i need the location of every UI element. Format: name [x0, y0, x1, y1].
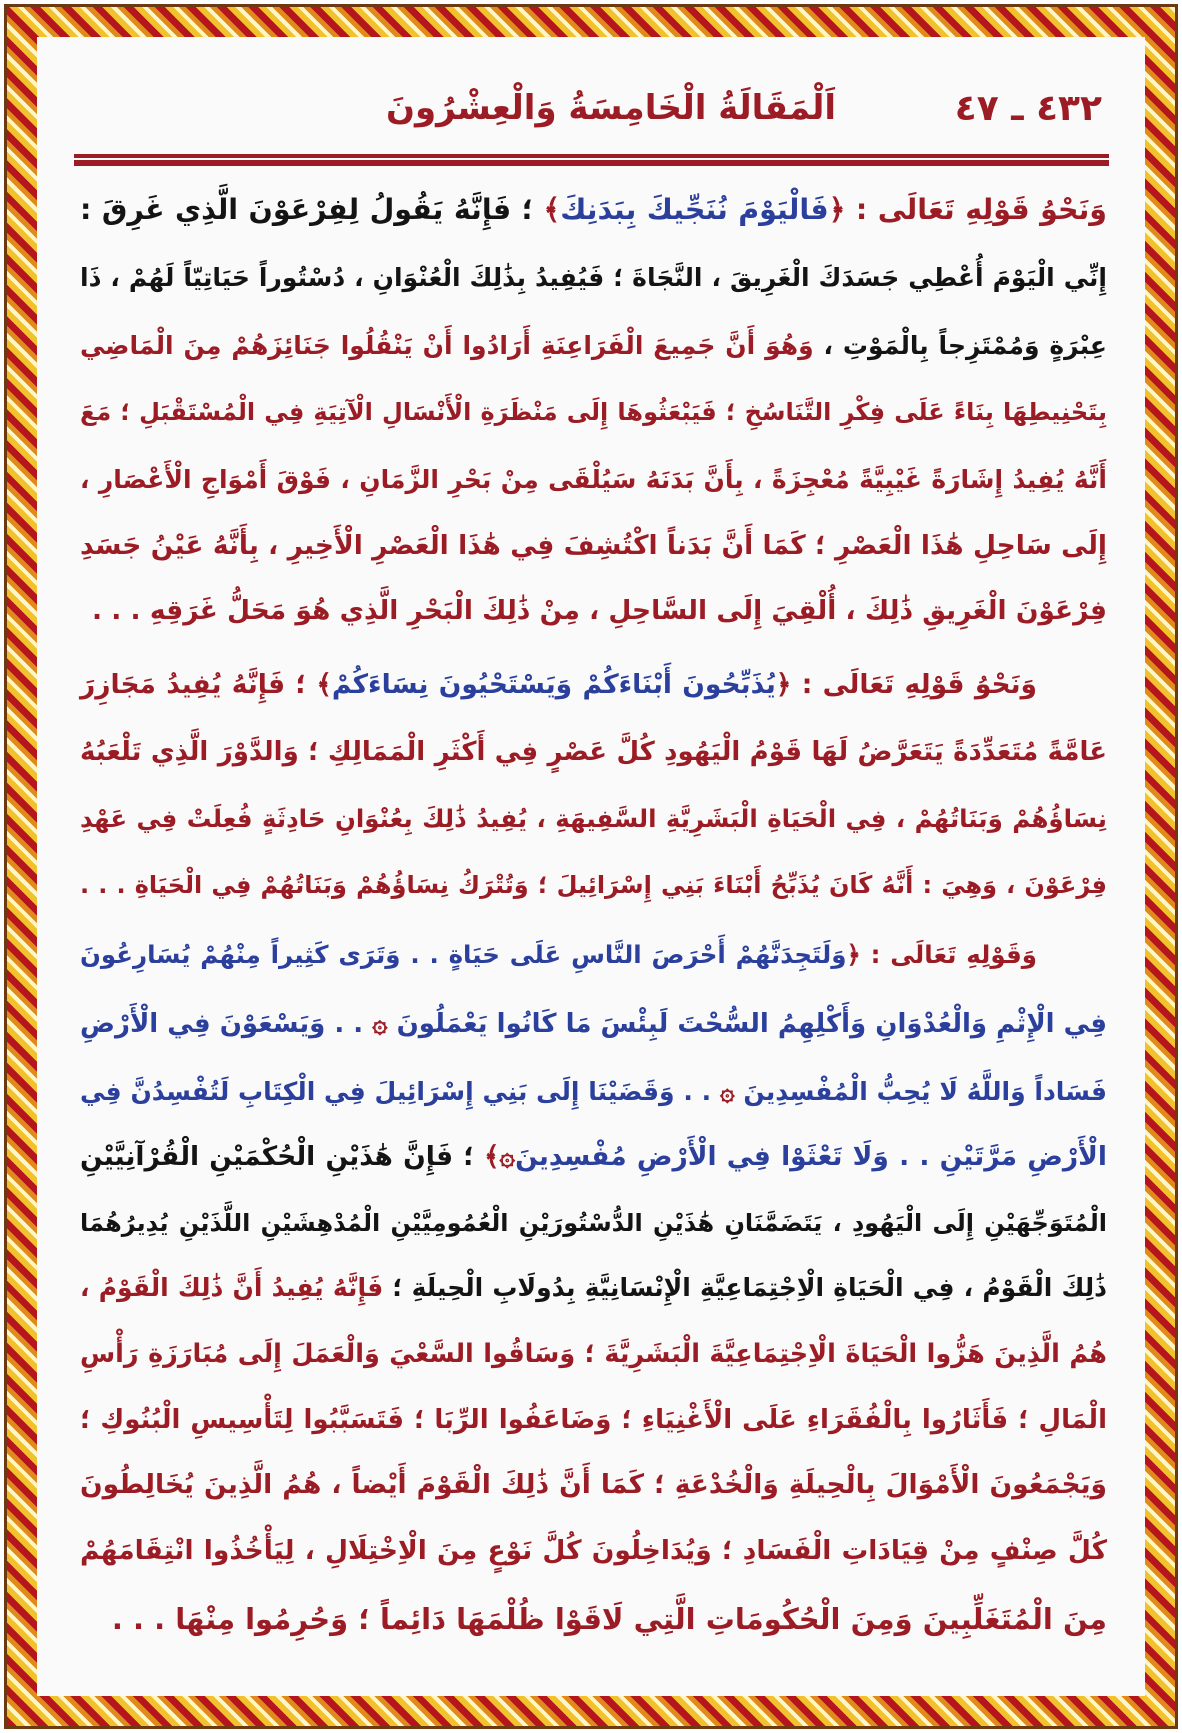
text-segment: مِنَ الْمُتَغَلِّبِينَ وَمِنَ الْحُكُومَاتِ الَّتِي لَاقَوْا ظُلْمَهَا دَائِماً ؛ وَحُرِمُوا مِنْهَا . . .	[111, 1602, 1107, 1636]
text-segment: ۞	[719, 1077, 735, 1106]
text-line	[80, 1521, 1107, 1581]
text-line	[80, 248, 1107, 308]
text-segment: ؛ فَإِنَّ هَٰذَيْنِ الْحُكْمَيْنِ الْقُرْآنِيَّيْنِ	[80, 1141, 485, 1172]
text-segment: وَقَوْلِهِ تَعَالَى : ﴿	[846, 940, 1037, 969]
header-rule-thin	[74, 154, 1109, 158]
text-segment: ۞	[372, 1009, 388, 1039]
text-line	[80, 1127, 1107, 1187]
quran-quote-text: فَالْيَوْمَ نُنَجِّيكَ بِبَدَنِكَ	[560, 193, 829, 226]
header-rule-thick	[74, 160, 1109, 166]
text-line	[80, 516, 1107, 576]
text-line	[80, 722, 1107, 782]
text-line	[80, 1324, 1107, 1384]
text-segment: هُمُ الَّذِينَ هَزُّوا الْحَيَاةَ الْاِجْتِمَاعِيَّةَ الْبَشَرِيَّةَ ؛ وَسَاقُوا السَّعْيَ وَالْعَمَلَ إِلَى مُبَارَزَةِ رَأْسِ	[80, 1339, 1107, 1369]
text-segment: وَنَحْوُ قَوْلِهِ تَعَالَى : ﴿	[775, 669, 1037, 700]
text-segment: عَامَّةً مُتَعَدِّدَةً يَتَعَرَّضُ لَهَا قَوْمُ الْيَهُودِ كُلَّ عَصْرٍ فِي أَكْثَرِ الْمَمَالِكِ ؛ وَالدَّوْرَ الَّذِي تَلْعَبُهُ	[80, 737, 1107, 767]
quran-quote-text: . . وَقَضَيْنَا إِلَى بَنِي إِسْرَائِيلَ فِي الْكِتَابِ لَتُفْسِدُنَّ فِي	[80, 1077, 720, 1106]
text-line	[80, 1062, 1107, 1122]
quran-quote-text: وَلَتَجِدَنَّهُمْ أَحْرَصَ النَّاسِ عَلَى حَيَاةٍ . . وَتَرَى كَثِيراً مِنْهُمْ يُسَارِعُونَ	[80, 940, 847, 969]
text-segment: عِبْرَةٍ وَمُمْتَزِجاً بِالْمَوْتِ ،	[813, 331, 1107, 360]
text-line	[80, 382, 1107, 442]
text-segment: الْمُتَوَجِّهَيْنِ إِلَى الْيَهُودِ ، يَتَضَمَّنَانِ هَٰذَيْنِ الدُّسْتُورَيْنِ الْعُمُومِيَّيْنِ الْمُدْهِشَيْنِ اللَّذَيْنِ يُدِيرُهُمَا	[80, 1209, 1107, 1237]
text-segment: ؛ فَإِنَّهُ يَقُولُ لِفِرْعَوْنَ الَّذِي غَرِقَ :	[80, 193, 534, 226]
chapter-title: اَلْمَقَالَةُ الْخَامِسَةُ وَالْعِشْرُونَ	[385, 88, 837, 128]
text-segment: ۞﴾	[484, 1141, 516, 1172]
text-segment: الْمَالِ ؛ فَأَثَارُوا بِالْفُقَرَاءِ عَلَى الْأَغْنِيَاءِ ؛ وَضَاعَفُوا الرِّبَا ؛ فَتَسَبَّبُوا لِتَأْسِيسِ الْبُنُوكِ ؛	[80, 1405, 1107, 1435]
text-line	[80, 180, 1107, 240]
text-segment: إِنِّي الْيَوْمَ أُعْطِي جَسَدَكَ الْغَرِيقَ ، النَّجَاةَ ؛ فَيُفِيدُ بِذَٰلِكَ الْعُنْوَانِ ، دُسْتُوراً حَيَاتِيّاً لَهُمْ ، ذَا	[80, 263, 1107, 292]
text-segment: ذَٰلِكَ الْقَوْمُ ، فِي الْحَيَاةِ الْاِجْتِمَاعِيَّةِ الْإِنْسَانِيَّةِ بِدُولَابِ الْحِيلَةِ ؛	[383, 1273, 1108, 1302]
text-line	[80, 1258, 1107, 1318]
text-segment: ﴾ ؛ فَإِنَّهُ يُفِيدُ مَجَازِرَ	[80, 669, 332, 700]
quran-quote-text: فَسَاداً وَاللَّهُ لَا يُحِبُّ الْمُفْسِدِينَ	[734, 1077, 1108, 1106]
text-line	[80, 1390, 1107, 1450]
text-segment: وَنَحْوُ قَوْلِهِ تَعَالَى : ﴿	[828, 193, 1108, 226]
text-line	[80, 581, 1107, 641]
text-segment: فَإِنَّهُ يُفِيدُ أَنَّ ذَٰلِكَ الْقَوْمُ ،	[80, 1273, 384, 1302]
text-segment: ﴾	[533, 193, 561, 226]
text-line	[80, 316, 1107, 376]
text-line	[80, 925, 1107, 985]
text-line	[80, 994, 1107, 1054]
quran-quote-text: يُذَبِّحُونَ أَبْنَاءَكُمْ وَيَسْتَحْيُونَ نِسَاءَكُمْ	[331, 669, 776, 700]
quran-quote-text: الْأَرْضِ مَرَّتَيْنِ . . وَلَا تَعْثَوْا فِي الْأَرْضِ مُفْسِدِينَ	[515, 1141, 1107, 1172]
text-line	[80, 1455, 1107, 1515]
text-line	[80, 1589, 1107, 1649]
text-segment: كُلَّ صِنْفٍ مِنْ قِيَادَاتِ الْفَسَادِ ؛ وَيُدَاخِلُونَ كُلَّ نَوْعٍ مِنَ الْاِخْتِلَالِ ، لِيَأْخُذُوا انْتِقَامَهُمْ	[80, 1535, 1107, 1566]
text-line	[80, 855, 1107, 915]
quran-quote-text: . . وَيَسْعَوْنَ فِي الْأَرْضِ	[80, 1009, 373, 1039]
text-segment: وَيَجْمَعُونَ الْأَمْوَالَ بِالْحِيلَةِ وَالْخُدْعَةِ ؛ كَمَا أَنَّ ذَٰلِكَ الْقَوْمَ أَيْضاً ، هُمُ الَّذِينَ يُخَالِطُونَ	[80, 1469, 1107, 1500]
text-segment: وَهُوَ أَنَّ جَمِيعَ الْفَرَاعِنَةِ أَرَادُوا أَنْ يَنْقُلُوا جَنَائِزَهُمْ مِنَ الْمَاضِي	[80, 331, 814, 360]
text-segment: نِسَاؤُهُمْ وَبَنَاتُهُمْ ، فِي الْحَيَاةِ الْبَشَرِيَّةِ السَّفِيهَةِ ، يُفِيدُ ذَٰلِكَ بِعُنْوَانِ حَادِثَةٍ فُعِلَتْ فِي عَهْدِ	[80, 804, 1107, 833]
text-line	[80, 450, 1107, 510]
text-line	[80, 1193, 1107, 1253]
text-segment: فِرْعَوْنَ الْغَرِيقِ ذَٰلِكَ ، أُلْقِيَ إِلَى السَّاحِلِ ، مِنْ ذَٰلِكَ الْبَحْرِ الَّذِي هُوَ مَحَلُّ غَرَقِهِ . . .	[91, 595, 1107, 626]
page-number: ٤٣٢ ـ ٤٧	[954, 88, 1102, 129]
quran-quote-text: فِي الْإِثْمِ وَالْعُدْوَانِ وَأَكْلِهِمُ السُّحْتَ لَبِئْسَ مَا كَانُوا يَعْمَلُونَ	[387, 1009, 1108, 1039]
text-segment: فِرْعَوْنَ ، وَهِيَ : أَنَّهُ كَانَ يُذَبِّحُ أَبْنَاءَ بَنِي إِسْرَائِيلَ ؛ وَتُتْرَكُ نِسَاؤُهُمْ وَبَنَاتُهُمْ فِي الْحَيَاةِ . . .	[80, 871, 1107, 899]
text-line	[80, 789, 1107, 849]
text-line	[80, 655, 1107, 715]
text-segment: أَنَّهُ يُفِيدُ إِشَارَةً غَيْبِيَّةً مُعْجِزَةً ، بِأَنَّ بَدَنَهُ سَيُلْقَى مِنْ بَحْرِ الزَّمَانِ ، فَوْقَ أَمْوَاجِ الْأَعْصَارِ ،	[80, 465, 1107, 494]
text-segment: بِتَحْنِيطِهَا بِنَاءً عَلَى فِكْرِ التَّنَاسُخِ ؛ فَيَبْعَثُوهَا إِلَى مَنْظَرَةِ الْأَنْسَالِ الْآتِيَةِ فِي الْمُسْتَقْبَلِ ؛ مَعَ	[80, 398, 1107, 426]
text-segment: إِلَى سَاحِلِ هَٰذَا الْعَصْرِ ؛ كَمَا أَنَّ بَدَناً اكْتُشِفَ فِي هَٰذَا الْعَصْرِ الْأَخِيرِ ، بِأَنَّهُ عَيْنُ جَسَدِ	[80, 530, 1107, 561]
